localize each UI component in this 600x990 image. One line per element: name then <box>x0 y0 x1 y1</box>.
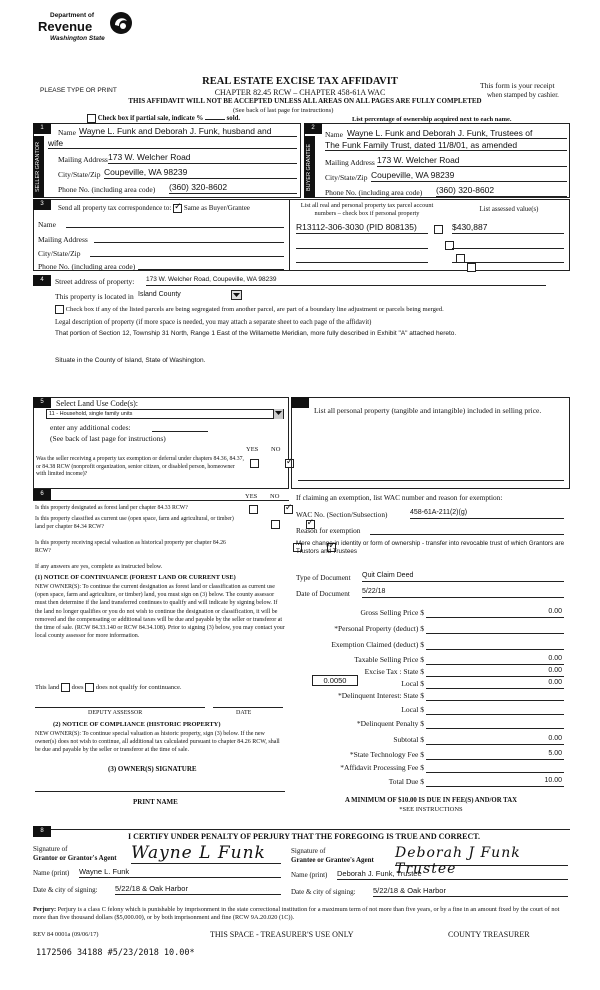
money-label-4: Excise Tax : State $ <box>364 667 424 676</box>
section-3-number: 3 <box>33 199 51 210</box>
money-value-7[interactable] <box>426 705 564 715</box>
assessed-value-3[interactable] <box>452 262 564 263</box>
money-label-7: Local $ <box>401 705 424 714</box>
wac-label: WAC No. (Section/Subsection) <box>296 510 388 519</box>
money-value-3[interactable]: 0.00 <box>426 655 564 665</box>
corr-name-label: Name <box>38 220 56 229</box>
county-select[interactable]: Island County <box>138 291 181 298</box>
assessor-date-label: DATE <box>236 710 252 716</box>
seller-name-2[interactable]: wife <box>48 138 297 149</box>
doc-type[interactable]: Quit Claim Deed <box>362 572 564 582</box>
money-label-5: Local $ <box>401 679 424 688</box>
assessed-value-2[interactable] <box>452 248 564 249</box>
notice-continuance-title: (1) NOTICE OF CONTINUANCE (FOREST LAND OR CURRENT USE) <box>35 574 236 581</box>
legal-description[interactable]: That portion of Section 12, Township 31 North, Range 1 East of the Willamette Meridian, more fully described in Exhibit "A" attached hereto. <box>55 330 457 337</box>
section-1-number: 1 <box>33 123 51 134</box>
buyer-name[interactable]: Wayne L. Funk and Deborah J. Funk, Trustees of <box>347 128 567 139</box>
chevron-down-icon <box>274 409 283 417</box>
seller-name[interactable]: Wayne L. Funk and Deborah J. Funk, husband and <box>79 126 297 137</box>
send-row: Send all property tax correspondence to: ✓ Same as Buyer/Grantee <box>58 204 250 213</box>
treasurer-stamp: 1172506 34188 #5/23/2018 10.00* <box>36 948 195 958</box>
sec3-divider <box>289 200 290 270</box>
buyer-name-2[interactable]: The Funk Family Trust, dated 11/8/01, as amended <box>325 140 567 151</box>
current-use-question: Is this property classified as current use (open space, farm and agricultural, or timber) land per chapter 84.34 RCW? <box>35 516 234 530</box>
buyer-phone[interactable]: (360) 320-8602 <box>436 185 567 197</box>
revenue-swirl-icon <box>108 10 134 36</box>
corr-city-label: City/State/Zip <box>38 249 81 258</box>
assessed-value-1[interactable]: $430,887 <box>452 222 564 234</box>
land-use-section <box>33 397 289 489</box>
print-name-label: PRINT NAME <box>133 798 178 806</box>
doc-type-label: Type of Document <box>296 573 351 582</box>
personal-property-checkbox-1[interactable] <box>434 225 443 234</box>
money-value-4[interactable]: 0.00 <box>426 667 564 677</box>
money-value-1[interactable] <box>426 624 564 634</box>
certify-statement: I CERTIFY UNDER PENALTY OF PERJURY THAT THE FOREGOING IS TRUE AND CORRECT. <box>128 832 481 841</box>
form-warning: THIS AFFIDAVIT WILL NOT BE ACCEPTED UNLESS ALL AREAS ON ALL PAGES ARE FULLY COMPLETED <box>128 97 482 105</box>
parcel-header: List all real and personal property tax parcel account numbers – check box if personal property <box>300 202 434 217</box>
buyer-tab: BUYER GRANTEE <box>304 136 315 198</box>
money-value-12[interactable]: 10.00 <box>426 777 564 787</box>
street-label: Street address of property: <box>55 277 135 286</box>
additional-codes-label: enter any additional codes: <box>50 423 131 432</box>
logo-state: Washington State <box>50 35 105 42</box>
deputy-assessor-label: DEPUTY ASSESSOR <box>88 710 143 716</box>
buyer-section <box>304 123 570 198</box>
land-use-dropdown-icon[interactable] <box>273 409 283 419</box>
land-use-see-back: (See back of last page for instructions) <box>50 434 166 443</box>
wac-number[interactable]: 458-61A-211(2)(g) <box>410 509 564 519</box>
money-value-2[interactable] <box>426 640 564 650</box>
grantor-sig-label: Signature of <box>33 845 68 853</box>
money-value-9[interactable]: 0.00 <box>426 735 564 745</box>
exemption-question: Was the seller receiving a property tax exemption or deferral under chapters 84.36, 84.37, or 84.38 RCW (nonprofit organization, senior citizen, or disabled person, homeowner with limited income)? <box>36 456 244 477</box>
money-value-11[interactable] <box>426 763 564 773</box>
property-section <box>33 275 570 390</box>
corr-mailing-label: Mailing Address <box>38 235 88 244</box>
seller-tab: SELLER GRANTOR <box>33 136 44 198</box>
money-label-9: Subtotal $ <box>393 735 424 744</box>
section-5-number: 5 <box>33 397 51 408</box>
if-any-yes: If any answers are yes, complete as instructed below. <box>35 564 163 570</box>
does-not-checkbox[interactable] <box>85 683 94 692</box>
receipt-note: This form is your receipt <box>480 81 555 90</box>
list-pct-note: List percentage of ownership acquired next to each name. <box>352 116 512 123</box>
section-7-number <box>291 397 309 408</box>
logo-name: Revenue <box>38 19 93 34</box>
grantee-sig-label-b: Grantee or Grantee's Agent <box>291 856 374 864</box>
exemption-reason[interactable]: Mere change in identity or form of ownership - transfer into revocable trust of which Grantors are Trustors and Trustees <box>296 540 565 555</box>
owner-signature-label: (3) OWNER(S) SIGNATURE <box>108 765 197 773</box>
does-checkbox[interactable] <box>61 683 70 692</box>
money-value-0[interactable]: 0.00 <box>426 608 564 618</box>
grantor-name[interactable]: Wayne L. Funk <box>79 867 281 878</box>
additional-codes-field[interactable] <box>152 431 208 432</box>
grantee-date-city[interactable]: 5/22/18 & Oak Harbor <box>373 886 568 897</box>
county-treasurer: COUNTY TREASURER <box>448 930 530 939</box>
grantor-name-label: Name (print) <box>33 869 70 877</box>
grantor-date-city[interactable]: 5/22/18 & Oak Harbor <box>115 884 281 895</box>
owner-signature-line[interactable] <box>35 791 285 792</box>
street-address[interactable]: 173 W. Welcher Road, Coupeville, WA 98239 <box>146 276 546 286</box>
located-label: This property is located in <box>55 292 134 301</box>
corr-phone-field[interactable] <box>138 269 284 270</box>
money-label-11: *Affidavit Processing Fee $ <box>340 763 424 772</box>
personal-property-label: List all personal property (tangible and intangible) included in selling price. <box>314 406 542 415</box>
form-chapters: CHAPTER 82.45 RCW – CHAPTER 458-61A WAC <box>214 88 386 97</box>
exemption-section <box>292 489 570 819</box>
partial-sale-checkbox[interactable] <box>87 114 96 123</box>
corr-phone-label: Phone No. (including area code) <box>38 262 136 271</box>
money-label-8: *Delinquent Penalty $ <box>356 719 424 728</box>
land-use-label: Select Land Use Code(s): <box>56 399 138 408</box>
historic-question: Is this property receiving special valuation as historical property per chapter 84.26 RCW? <box>35 540 226 554</box>
logo-dept: Department of <box>50 12 95 19</box>
seller-city-label: City/State/Zip <box>58 170 101 179</box>
assessed-header: List assessed value(s) <box>479 206 539 213</box>
forest-section <box>33 489 289 819</box>
legal-label: Legal description of property (if more space is needed, you may attach a separate sheet to each page of the affidavit) <box>55 319 372 326</box>
seller-section <box>33 123 301 198</box>
grantor-date-label: Date & city of signing: <box>33 886 98 894</box>
money-value-10[interactable]: 5.00 <box>426 750 564 760</box>
doc-date-label: Date of Document <box>296 589 350 598</box>
money-label-3: Taxable Selling Price $ <box>354 655 424 664</box>
grantee-name-label: Name (print) <box>291 871 328 879</box>
seller-city[interactable]: Coupeville, WA 98239 <box>104 167 297 179</box>
personal-property-field[interactable] <box>298 480 564 481</box>
seller-mailing[interactable]: 173 W. Welcher Road <box>108 152 297 164</box>
buyer-mailing[interactable]: 173 W. Welcher Road <box>377 155 567 167</box>
doc-date[interactable]: 5/22/18 <box>362 588 564 598</box>
correspondence-section <box>33 199 570 271</box>
minimum-notice: A MINIMUM OF $10.00 IS DUE IN FEE(S) AND/OR TAX <box>344 797 518 804</box>
grantee-date-label: Date & city of signing: <box>291 888 356 896</box>
dor-logo <box>38 10 138 50</box>
sec6-no-header: NO <box>270 493 280 500</box>
buyer-name-label: Name <box>325 130 343 139</box>
personal-property-section <box>291 397 570 489</box>
certification-section <box>33 826 570 916</box>
seller-mailing-label: Mailing Address <box>58 155 108 164</box>
assessor-date-line[interactable] <box>213 707 283 708</box>
money-label-1: *Personal Property (deduct) $ <box>334 624 424 633</box>
grantee-signature[interactable]: Deborah J Funk Trustee <box>395 845 568 866</box>
forest-yes-checkbox[interactable] <box>249 505 258 514</box>
notice-continuance-text: NEW OWNER(S): To continue the current designation as forest land or classification as current use (open space, farm and agriculture, or timber) land, you must sign on (3) below. The county assessor must then determine if the land transferred continues to qualify and will indicate by signing below. If the land no longer qualifies or you do not wish to continue the designation or classification, it will be removed and the compensating or additional taxes will be due and payable by the seller or transferor at the time of sale. (RCW 84.33.140 or RCW 84.34.108). Prior to signing (3) below, you may contact your local county assessor for more information. <box>35 584 285 640</box>
form-revision: REV 84 0001a (09/06/17) <box>33 931 99 938</box>
seller-phone-label: Phone No. (including area code) <box>58 185 156 194</box>
sec5-yes-header: YES <box>246 446 259 453</box>
corr-name-field[interactable] <box>66 227 284 228</box>
corr-city-field[interactable] <box>90 256 284 257</box>
grantee-name[interactable]: Deborah J. Funk, Trustee <box>337 869 568 880</box>
seller-phone[interactable]: (360) 320-8602 <box>169 182 297 194</box>
grantee-sig-label: Signature of <box>291 847 326 855</box>
segregated-row: Check box if any of the listed parcels are being segregated from another parcel, are part of a boundary line adjustment or parcels being merged. <box>55 305 444 314</box>
land-use-select[interactable]: 11 - Household, single family units <box>46 409 284 419</box>
county-dropdown-icon[interactable] <box>231 290 242 300</box>
deputy-assessor-line[interactable] <box>35 707 205 708</box>
money-label-2: Exemption Claimed (deduct) $ <box>331 640 424 649</box>
perjury-notice: Perjury: Perjury is a class C felony which is punishable by imprisonment in the state correctional institution for a maximum term of not more than five years, or by a fine in an amount fixed by the court of not more than five thousand dollars ($5,000.00), or by both imprisonment and fine (RCW 9A.20.020 (1C)). <box>33 906 560 921</box>
money-value-6[interactable] <box>426 691 564 701</box>
sec6-top-rule <box>33 500 289 501</box>
receipt-note-2: when stamped by cashier. <box>487 91 559 99</box>
chevron-down-icon <box>232 291 241 299</box>
grantor-sig-label-b: Grantor or Grantor's Agent <box>33 854 117 862</box>
money-value-8[interactable] <box>426 719 564 729</box>
corr-mailing-field[interactable] <box>94 242 284 243</box>
notice-compliance-text: NEW OWNER(S): To continue special valuation as historic property, sign (3) below. If the new owner(s) does not wish to continue, all additional tax calculated pursuant to chapter 84.26 RCW, shall be due and payable by the seller or transferor at the time of sale. <box>35 731 280 753</box>
partial-sale-row: Check box if partial sale, indicate % sold. <box>87 114 240 123</box>
parcel-number-1[interactable]: R13112-306-3030 (PID 808135) <box>296 222 428 234</box>
parcel-number-3[interactable] <box>296 262 428 263</box>
exemption-claim-label: If claiming an exemption, list WAC number and reason for exemption: <box>296 493 503 502</box>
reason-label: Reason for exemption <box>296 526 361 535</box>
treasurer-space: THIS SPACE - TREASURER'S USE ONLY <box>210 930 354 939</box>
money-value-5[interactable]: 0.00 <box>426 679 564 689</box>
money-label-0: Gross Selling Price $ <box>360 608 424 617</box>
continuance-row: This land does does not qualify for continuance. <box>35 683 182 691</box>
section-6-number: 6 <box>33 489 51 500</box>
buyer-phone-label: Phone No. (including area code) <box>325 188 423 197</box>
exemption-yes-checkbox[interactable] <box>250 459 259 468</box>
segregated-checkbox[interactable] <box>55 305 64 314</box>
reason-field-line[interactable] <box>370 534 564 535</box>
section-4-number: 4 <box>33 275 51 286</box>
see-back-note: (See back of last page for instructions) <box>233 107 334 114</box>
local-rate-box[interactable]: 0.0050 <box>312 675 358 686</box>
forest-question: Is this property designated as forest land per chapter 84.33 RCW? <box>35 505 188 511</box>
parcel-number-2[interactable] <box>296 248 428 249</box>
grantor-signature[interactable]: Wayne L Funk <box>131 843 281 864</box>
same-as-buyer-checkbox[interactable] <box>173 204 182 213</box>
buyer-city-label: City/State/Zip <box>325 173 368 182</box>
current-use-yes-checkbox[interactable] <box>271 520 280 529</box>
please-type: PLEASE TYPE OR PRINT <box>40 87 117 94</box>
sec5-no-header: NO <box>271 446 281 453</box>
sec8-rule <box>33 829 570 830</box>
money-label-6: *Delinquent Interest: State $ <box>337 691 424 700</box>
buyer-city[interactable]: Coupeville, WA 98239 <box>371 170 567 182</box>
notice-compliance-title: (2) NOTICE OF COMPLIANCE (HISTORIC PROPERTY) <box>53 721 221 728</box>
situate-text: Situate in the County of Island, State of Washington. <box>55 357 206 364</box>
form-title: REAL ESTATE EXCISE TAX AFFIDAVIT <box>202 76 398 87</box>
see-instructions: *SEE INSTRUCTIONS <box>399 806 463 813</box>
personal-property-checkbox-4[interactable] <box>467 263 476 272</box>
money-label-12: Total Due $ <box>388 777 424 786</box>
sec6-yes-header: YES <box>245 493 258 500</box>
money-label-10: *State Technology Fee $ <box>349 750 424 759</box>
section-8-number: 8 <box>33 826 51 837</box>
buyer-mailing-label: Mailing Address <box>325 158 375 167</box>
seller-name-label: Name <box>58 128 76 137</box>
section-2-number: 2 <box>304 123 322 134</box>
